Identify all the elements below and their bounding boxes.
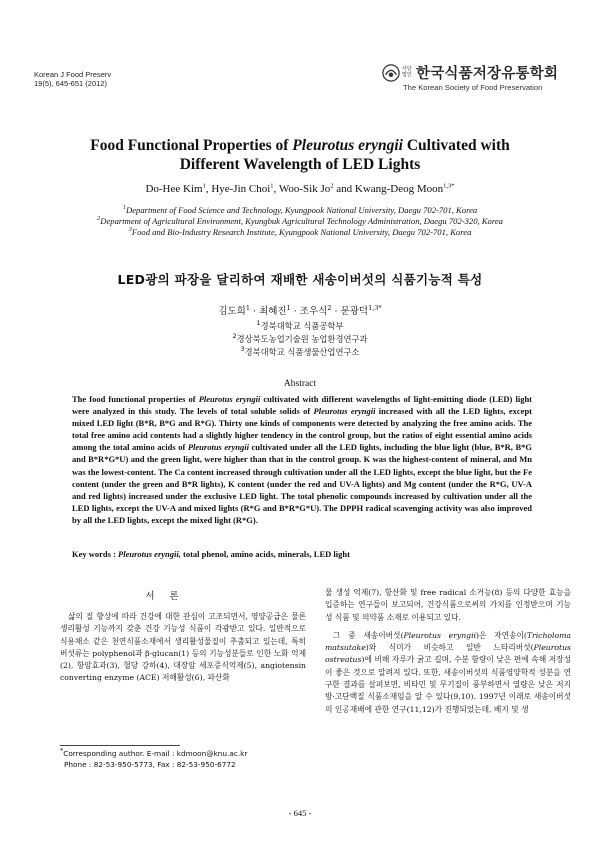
footnote-rule bbox=[60, 745, 180, 746]
korean-title: LED광의 파장을 달리하여 재배한 새송이버섯의 식품기능적 특성 bbox=[117, 272, 483, 287]
body-species: Pleurotus eryngii bbox=[403, 630, 477, 640]
affiliation-text: Food and Bio-Industry Research Institute, Kyungpook National University, Daegu 702-701, Korea bbox=[131, 227, 472, 237]
body-text: 그 중 새송이버섯( bbox=[333, 630, 404, 640]
korean-affiliation-sup: 1 bbox=[256, 319, 261, 328]
author-sup: 1 bbox=[202, 182, 206, 190]
footnote bbox=[60, 748, 300, 770]
korean-affiliation-text: 경북대학교 식품공학부 bbox=[260, 321, 344, 331]
korean-affiliation-3 bbox=[40, 346, 560, 358]
body-text: )와 식미가 비슷하고 일반 느타리버섯( bbox=[365, 643, 534, 653]
korean-affiliation-sup: 3 bbox=[240, 345, 245, 354]
society-name-korean: 한국식품저장유통학회 bbox=[416, 66, 559, 82]
affiliation-3 bbox=[40, 227, 560, 238]
society-badge: 사단법인 bbox=[402, 66, 412, 78]
affiliation-text: Department of Agricultural Environment, Kyungbuk Agricultural Technology Administration, Daegu 702-320, Korea bbox=[100, 216, 503, 226]
affiliation-sup: 2 bbox=[97, 215, 101, 223]
author-sup: 2 bbox=[330, 182, 334, 190]
section-heading: 서 론 bbox=[145, 591, 185, 602]
title-text-2: Cultivated with bbox=[402, 137, 510, 154]
body-paragraph: 삶의 질 향상에 따라 건강에 대한 관심이 고조되면서, 영양공급은 물론 생리활성 기능까지 갖춘 건강 기능성 식품이 각광받고 있다. 일반적으로 식용채소 같은 천연식품소재에서 생리활성물질이 추출되고 있는데, 특히 버섯류는 polyphenol과 β-glucan(1) 등의 기능성분들로 인한 노화 억제(2), 항암효과(3), 혈당 강하(4), 대장암 세포증식억제(5), angiotensin converting enzyme (ACE) 저해활성(6), 파산화 bbox=[60, 612, 306, 683]
korean-author-sup: 1 bbox=[245, 303, 250, 312]
title-text-1: Food Functional Properties of bbox=[90, 137, 293, 154]
author-name: Woo-Sik Jo bbox=[278, 183, 331, 195]
korean-author-list bbox=[40, 303, 560, 317]
body-text: )에 비해 자루가 굵고 길며, 수분 함량이 낮은 편에 속해 저장성이 좋은 것으로 알려져 있다. 또한, 새송이버섯의 식품영양학적 성분을 연구한 결과를 살펴보면, 비타민 및 무기질이 풍부하면서 열량은 낮은 저지방·고단백질 식품소재임을 알 수 있다(9,10). 1997년 이래로 새송이버섯의 인공재배에 관한 연구(11,12)가 진행되었는데, 베지 및 생 bbox=[325, 655, 571, 714]
corresponding-author: Corresponding author. E-mail : kdmoon@knu.ac.kr bbox=[63, 749, 248, 758]
keywords-species: Pleurotus eryngii, bbox=[118, 549, 181, 559]
korean-author-separator: · bbox=[331, 306, 341, 317]
author-name: Kwang-Deog Moon bbox=[354, 183, 444, 195]
abstract-species: Pleurotus eryngii bbox=[187, 442, 249, 453]
author-sup: 1,3* bbox=[443, 182, 455, 190]
society-logo bbox=[382, 62, 582, 96]
abstract-species: Pleurotus eryngii bbox=[313, 406, 376, 417]
abstract-text: The food functional properties of bbox=[72, 394, 199, 404]
korean-affiliation-2 bbox=[40, 333, 560, 345]
journal-volume: 19(5), 645-651 (2012) bbox=[34, 79, 107, 88]
abstract-text: increased with all the LED lights, except mixed LED light (B*R, B*G and R*G). Thirty one kinds of components were detected by analyzing the free amino acids. The total free amino acid contents had a slightly higher tendency in the control group, but the ratios of eight essential amino acids among the total amino acids of bbox=[72, 406, 533, 453]
korean-author-sup: 1,3* bbox=[368, 303, 382, 312]
abstract-species: Pleurotus eryngii bbox=[198, 394, 261, 404]
korean-affiliation-sup: 2 bbox=[232, 332, 237, 341]
footnote-marker: * bbox=[60, 746, 64, 755]
right-column bbox=[325, 587, 571, 716]
korean-affiliation-1 bbox=[40, 320, 560, 332]
affiliation-sup: 3 bbox=[128, 226, 132, 234]
paper-title bbox=[40, 136, 560, 174]
korean-author-sup: 1 bbox=[286, 303, 291, 312]
korean-author-sup: 2 bbox=[327, 303, 332, 312]
journal-name: Korean J Food Preserv bbox=[34, 70, 112, 79]
footnote-line-2: Phone : 82-53-950-5773, Fax : 82-53-950-6772 bbox=[64, 760, 236, 769]
abstract-body bbox=[72, 393, 532, 526]
abstract-heading: Abstract bbox=[283, 379, 317, 389]
affiliation-text: Department of Food Science and Technology, Kyungpook National University, Daegu 702-701, Korea bbox=[126, 205, 478, 215]
title-species: Pleurotus eryngii bbox=[292, 137, 403, 154]
body-paragraph bbox=[325, 630, 571, 716]
keywords-label: Key words : bbox=[72, 549, 119, 559]
affiliation-1 bbox=[40, 205, 560, 216]
korean-author-separator: · bbox=[250, 306, 260, 317]
keywords bbox=[72, 549, 532, 559]
society-emblem-icon bbox=[382, 64, 400, 82]
abstract-text: cultivated under all the LED lights, including the blue light (blue, B*R, B*G and B*R*G*U) and the green light, were higher than that in the control group. K was the highest-content of mineral, and Mn was the lowest-content. The Ca content increased through cultivation under all the LED lights, except the blue light, but the Fe content (under the green and B*R lights), K content (under the red and UV-A lights) and Mg content (under the R*G, UV-A and red lights) increased under the exclusive LED light. The total phenolic compounds increased by cultivation under all the LED lights, except the UV-A and mixed lights (R*G and B*R*G*U). The DPPH radical scavenging activity was also improved by all the LED lights, except the mixed light (R*G). bbox=[72, 442, 532, 525]
footnote-line-1 bbox=[60, 748, 300, 759]
korean-author-separator: · bbox=[290, 306, 300, 317]
author-name: Do-Hee Kim bbox=[145, 183, 203, 195]
korean-author-name: 조우식 bbox=[299, 306, 328, 317]
affiliation-sup: 1 bbox=[122, 204, 127, 212]
title-line-2: Different Wavelength of LED Lights bbox=[179, 156, 421, 173]
society-name-english: The Korean Society of Food Preservation bbox=[403, 83, 543, 92]
korean-affiliation-text: 경상북도농업기술원 농업환경연구과 bbox=[236, 334, 368, 344]
left-column bbox=[60, 611, 306, 685]
korean-affiliation-text: 경북대학교 식품생물산업연구소 bbox=[244, 347, 360, 357]
body-paragraph: 물 생성 억제(7), 항산화 및 free radical 소거능(8) 등의 다양한 효능을 입증하는 연구들이 보고되어, 건강식품으로써의 가치를 인정받으며 기능성 식품 및 의약품 소재로 이용되고 있다. bbox=[325, 588, 571, 622]
author-list: Do-Hee Kim$^1$, Hye-Jin Choi$^1$, Woo-Sik Jo$^2$ and Kwang-Deog Moon$^{1,3*}$ bbox=[145, 182, 455, 195]
body-species: Pleurotus ostreatus bbox=[325, 643, 571, 665]
author-sup: 1 bbox=[270, 182, 274, 190]
korean-author-name: 최혜진 bbox=[259, 306, 287, 317]
abstract-text: cultivated with different wavelengths of light-emitting diode (LED) light were analyzed in this study. The levels of total soluble solids of bbox=[72, 394, 532, 417]
keywords-list: total phenol, amino acids, minerals, LED light bbox=[180, 549, 350, 559]
affiliation-2 bbox=[40, 216, 560, 227]
korean-author-name: 김도희 bbox=[218, 306, 246, 317]
body-species: Tricholoma matsutake bbox=[325, 630, 571, 653]
korean-author-name: 문광덕 bbox=[340, 306, 369, 317]
body-text: )은 자연송이( bbox=[476, 630, 527, 640]
author-name: Hye-Jin Choi bbox=[211, 183, 271, 195]
journal-citation bbox=[34, 70, 111, 88]
page-number: - 645 - bbox=[288, 808, 312, 818]
